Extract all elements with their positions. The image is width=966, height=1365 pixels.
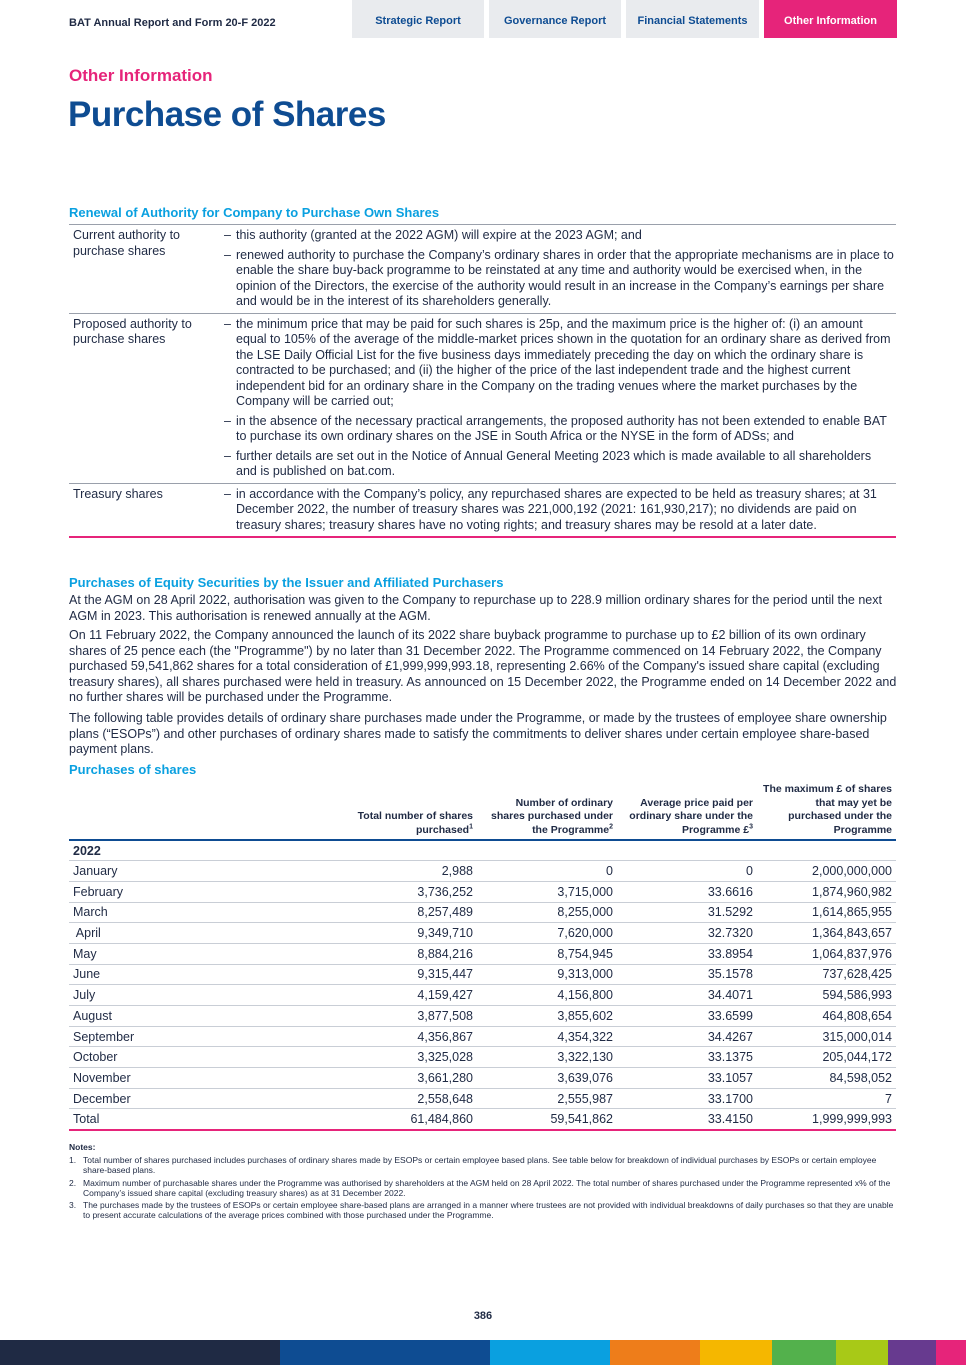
avg-price-cell: 0 (617, 861, 757, 882)
max-remaining-cell: 594,586,993 (757, 985, 896, 1006)
max-remaining-cell: 2,000,000,000 (757, 861, 896, 882)
column-header-max-remaining: The maximum £ of shares that may yet be purchased under the Programme (757, 783, 896, 840)
total-cell: 4,356,867 (309, 1026, 477, 1047)
footer-color-bar (0, 1340, 966, 1365)
programme-cell: 3,322,130 (477, 1047, 617, 1068)
avg-price-cell: 35.1578 (617, 964, 757, 985)
max-remaining-cell: 1,614,865,955 (757, 902, 896, 923)
programme-cell: 4,156,800 (477, 985, 617, 1006)
programme-cell: 3,639,076 (477, 1068, 617, 1089)
auth-row-treasury (69, 483, 896, 537)
max-remaining-cell: 7 (757, 1088, 896, 1109)
auth-item: – in accordance with the Company’s policy, any repurchased shares are expected to be held as treasury shares; at 31 December 2022, the number of treasury shares was 221,000,192 (2021: 161,930,217); no dividends are paid on treasury shares; treasury shares have no voting rights; and treasury shares may be resold at a later date. (224, 486, 877, 532)
month-cell: March (69, 902, 309, 923)
programme-cell: 0 (477, 861, 617, 882)
table-row (69, 985, 896, 1006)
tab-financial-statements[interactable]: Financial Statements (626, 0, 759, 38)
note-item: 3. The purchases made by the trustees of ESOPs or certain employee share-based plans are arranged in a manner where trustees are not provided with individual breakdowns of daily purchases so that they are unable to present accurate calculations of the average prices combined with those purchased under the Programme. (69, 1200, 894, 1221)
max-remaining-cell: 1,364,843,657 (757, 923, 896, 944)
column-header-programme: Number of ordinary shares purchased under the Programme$^2$ (477, 783, 617, 840)
footer-color-segment (836, 1340, 888, 1365)
total-cell: 2,558,648 (309, 1088, 477, 1109)
max-remaining-cell: 1,064,837,976 (757, 943, 896, 964)
total-programme-cell: 59,541,862 (477, 1109, 617, 1130)
avg-price-cell: 33.1057 (617, 1068, 757, 1089)
table-row (69, 1026, 896, 1047)
month-cell: November (69, 1068, 309, 1089)
note-item: 2. Maximum number of purchasable shares under the Programme was authorised by shareholders at the AGM held on 28 April 2022. The total number of shares purchased under the Programme represented x% of the Company’s issued share capital (excluding treasury shares) as at 31 December 2022. (69, 1177, 891, 1198)
purchases-table (69, 783, 896, 1131)
equity-paragraph-3: The following table provides details of ordinary share purchases made under the Programme, or made by the trustees of employee share ownership plans (“ESOPs”) and other purchases of ordinary shares made to satisfy the commitments to deliver shares under certain employee share-based payment plans. (69, 711, 887, 757)
section-label: Other Information (69, 66, 213, 85)
month-cell: April (69, 923, 309, 944)
table-row (69, 861, 896, 882)
avg-price-cell: 33.6616 (617, 881, 757, 902)
total-label: Total (69, 1109, 309, 1130)
month-cell: January (69, 861, 309, 882)
page-title: Purchase of Shares (68, 95, 386, 134)
notes-title: Notes: (69, 1142, 96, 1152)
total-cell: 4,159,427 (309, 985, 477, 1006)
column-header-total: Total number of shares purchased$^1$ (309, 783, 477, 840)
table-row (69, 1047, 896, 1068)
programme-cell: 8,754,945 (477, 943, 617, 964)
equity-paragraph-1: At the AGM on 28 April 2022, authorisation was given to the Company to repurchase up to 228.9 million ordinary shares for the period until the next AGM in 2023. This authorisation is renewed annually at the AGM. (69, 593, 882, 623)
table-row (69, 902, 896, 923)
avg-price-cell: 34.4267 (617, 1026, 757, 1047)
auth-item: – renewed authority to purchase the Company’s ordinary shares in order that the appropriate mechanisms are in place to enable the share buy-back programme to be reinstated at any time and authority would be exercised when, in the opinion of the Directors, the exercise of the authority would result in an increase in the Company’s earnings per share and would be in the interest of its shareholders generally. (224, 247, 894, 308)
avg-price-cell: 34.4071 (617, 985, 757, 1006)
year-label: 2022 (69, 840, 896, 861)
avg-price-cell: 32.7320 (617, 923, 757, 944)
table-row (69, 881, 896, 902)
max-remaining-cell: 1,874,960,982 (757, 881, 896, 902)
purchases-heading: Purchases of shares (69, 762, 197, 777)
max-remaining-cell: 315,000,014 (757, 1026, 896, 1047)
month-cell: May (69, 943, 309, 964)
total-max-remaining-cell: 1,999,999,993 (757, 1109, 896, 1130)
notes (69, 1142, 896, 1223)
total-cell: 2,988 (309, 861, 477, 882)
programme-cell: 3,855,602 (477, 1006, 617, 1027)
table-header-row (69, 783, 896, 840)
page-number: 386 (473, 1310, 493, 1322)
programme-cell: 7,620,000 (477, 923, 617, 944)
column-header-avg-price: Average price paid per ordinary share under the Programme £$^3$ (617, 783, 757, 840)
table-year-row (69, 840, 896, 861)
footer-color-segment (772, 1340, 836, 1365)
auth-row-label: Current authority to purchase shares (73, 228, 180, 258)
max-remaining-cell: 737,628,425 (757, 964, 896, 985)
footer-color-segment (936, 1340, 966, 1365)
total-cell: 9,315,447 (309, 964, 477, 985)
footer-color-segment (700, 1340, 772, 1365)
auth-item: – further details are set out in the Notice of Annual General Meeting 2023 which is made available to all shareholders and is published on bat.com. (224, 448, 872, 478)
programme-cell: 3,715,000 (477, 881, 617, 902)
report-title: BAT Annual Report and Form 20-F 2022 (69, 17, 276, 29)
month-cell: December (69, 1088, 309, 1109)
renewal-authority-table (69, 224, 896, 538)
auth-item: – this authority (granted at the 2022 AGM) will expire at the 2023 AGM; and (224, 228, 642, 242)
equity-paragraph-2: On 11 February 2022, the Company announced the launch of its 2022 share buyback programme to purchase up to £2 billion of its own ordinary shares of 25 pence each (the "Programme") by no later than 31 December 2022. The Programme commenced on 14 February 2022, the Company purchased 59,541,862 shares for a total consideration of £1,999,999,993.18, representing 2.66% of the Company's issued share capital (excluding treasury shares), all shares purchased were held in treasury. As announced on 15 December 2022, the Programme ended on 14 December 2022 and no further shares will be purchased under the Programme. (69, 628, 897, 705)
total-cell: 9,349,710 (309, 923, 477, 944)
footer-color-segment (610, 1340, 700, 1365)
total-total-cell: 61,484,860 (309, 1109, 477, 1130)
footer-color-segment (280, 1340, 490, 1365)
month-cell: July (69, 985, 309, 1006)
table-row (69, 943, 896, 964)
max-remaining-cell: 464,808,654 (757, 1006, 896, 1027)
max-remaining-cell: 205,044,172 (757, 1047, 896, 1068)
auth-row-proposed (69, 313, 896, 483)
total-cell: 3,877,508 (309, 1006, 477, 1027)
total-avg-price-cell: 33.4150 (617, 1109, 757, 1130)
table-row (69, 1068, 896, 1089)
table-row (69, 1088, 896, 1109)
auth-row-label: Treasury shares (73, 486, 163, 501)
month-cell: June (69, 964, 309, 985)
auth-item: – the minimum price that may be paid for such shares is 25p, and the maximum price is the higher of: (i) an amount equal to 105% of the average of the middle-market prices shown in the quotation for an ordinary share as derived from the LSE Daily Official List for the five business days immediately preceding the day on which the ordinary share is contracted to be purchased; and (ii) the higher of the price of the last independent trade and the highest current independent bid for an ordinary share in the Company on the trading venues where the market purchases by the Company will be carried out; (224, 316, 891, 408)
month-cell: August (69, 1006, 309, 1027)
total-cell: 8,257,489 (309, 902, 477, 923)
avg-price-cell: 33.1700 (617, 1088, 757, 1109)
programme-cell: 9,313,000 (477, 964, 617, 985)
tab-other-information[interactable]: Other Information (764, 0, 897, 38)
max-remaining-cell: 84,598,052 (757, 1068, 896, 1089)
avg-price-cell: 31.5292 (617, 902, 757, 923)
programme-cell: 2,555,987 (477, 1088, 617, 1109)
total-cell: 3,736,252 (309, 881, 477, 902)
column-header-month (69, 783, 309, 840)
avg-price-cell: 33.1375 (617, 1047, 757, 1068)
programme-cell: 8,255,000 (477, 902, 617, 923)
total-cell: 8,884,216 (309, 943, 477, 964)
note-item: 1. Total number of shares purchased includes purchases of ordinary shares made by ESOPs or certain employee based plans. See table below for breakdown of individual purchases by ESOPs or certain employee share-based plans. (69, 1155, 877, 1176)
auth-row-current (69, 225, 896, 313)
month-cell: October (69, 1047, 309, 1068)
avg-price-cell: 33.6599 (617, 1006, 757, 1027)
equity-heading: Purchases of Equity Securities by the Issuer and Affiliated Purchasers (69, 575, 504, 590)
auth-item: – in the absence of the necessary practical arrangements, the proposed authority has not been extended to enable BAT to purchase its own ordinary shares on the JSE in South Africa or the NYSE in the form of ADSs; and (224, 413, 887, 443)
footer-color-segment (888, 1340, 936, 1365)
footer-color-segment (0, 1340, 280, 1365)
month-cell: September (69, 1026, 309, 1047)
table-row (69, 964, 896, 985)
top-nav-bar (0, 0, 966, 38)
programme-cell: 4,354,322 (477, 1026, 617, 1047)
month-cell: February (69, 881, 309, 902)
auth-row-label: Proposed authority to purchase shares (73, 316, 192, 346)
tab-governance-report[interactable]: Governance Report (489, 0, 621, 38)
table-row (69, 923, 896, 944)
footer-color-segment (490, 1340, 610, 1365)
tab-strategic-report[interactable]: Strategic Report (352, 0, 484, 38)
total-cell: 3,661,280 (309, 1068, 477, 1089)
renewal-heading: Renewal of Authority for Company to Purchase Own Shares (69, 205, 440, 220)
total-cell: 3,325,028 (309, 1047, 477, 1068)
table-row (69, 1006, 896, 1027)
table-total-row (69, 1109, 896, 1130)
avg-price-cell: 33.8954 (617, 943, 757, 964)
